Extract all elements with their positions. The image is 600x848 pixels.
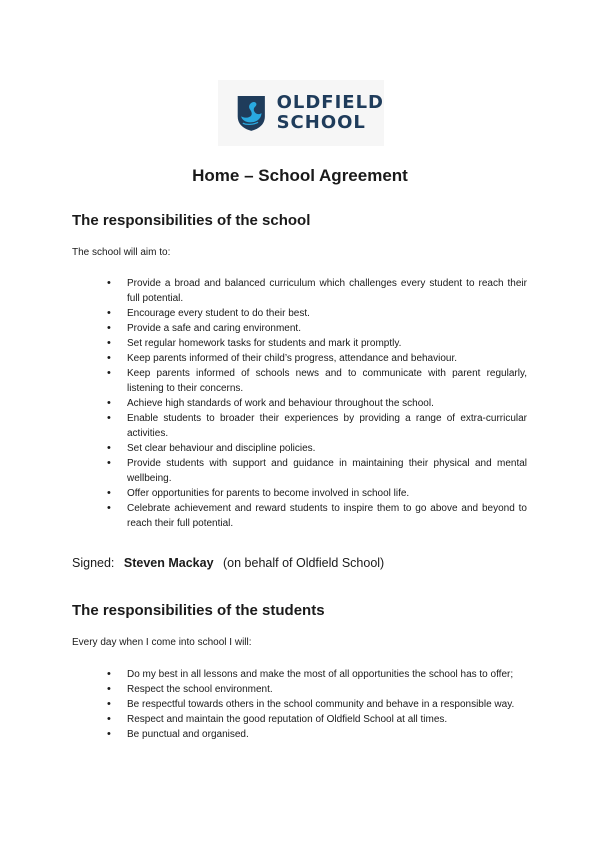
signature-line <box>72 556 384 570</box>
school-responsibilities-list <box>107 276 527 531</box>
logo-line-2: SCHOOL <box>276 112 366 133</box>
list-item: • Encourage every student to do their best. <box>107 306 527 321</box>
students-section-heading: The responsibilities of the students <box>72 602 325 619</box>
list-item: • Provide students with support and guidance in maintaining their physical and mental wellbeing. <box>107 456 527 486</box>
list-item: • Achieve high standards of work and behaviour throughout the school. <box>107 396 527 411</box>
list-item: • Be punctual and organised. <box>107 727 527 742</box>
signature-note: (on behalf of Oldfield School) <box>223 556 385 570</box>
list-item: • Enable students to broader their experiences by providing a range of extra-curricular activities. <box>107 411 527 441</box>
signature-label: Signed: <box>72 556 115 570</box>
list-item: • Keep parents informed of schools news and to communicate with parent regularly, listening to their concerns. <box>107 366 527 396</box>
list-item: • Provide a safe and caring environment. <box>107 321 527 336</box>
document-title: Home – School Agreement <box>192 166 408 185</box>
list-item: • Respect the school environment. <box>107 682 527 697</box>
list-item: • Do my best in all lessons and make the most of all opportunities the school has to offer; <box>107 667 527 682</box>
logo-line-1: OLDFIELD <box>276 92 384 113</box>
school-logo <box>218 80 384 146</box>
student-responsibilities-list <box>107 667 527 742</box>
list-item: • Provide a broad and balanced curriculum which challenges every student to reach their full potential. <box>107 276 527 306</box>
list-item: • Keep parents informed of their child’s progress, attendance and behaviour. <box>107 351 527 366</box>
logo-wordmark <box>277 93 384 133</box>
signature-name: Steven Mackay <box>123 556 214 570</box>
school-section-intro: The school will aim to: <box>72 247 171 258</box>
list-item: • Set clear behaviour and discipline policies. <box>107 441 527 456</box>
school-section-heading: The responsibilities of the school <box>72 212 311 229</box>
list-item: • Be respectful towards others in the school community and behave in a responsible way. <box>107 697 527 712</box>
list-item: • Respect and maintain the good reputation of Oldfield School at all times. <box>107 712 527 727</box>
list-item: • Set regular homework tasks for students and mark it promptly. <box>107 336 527 351</box>
list-item: • Offer opportunities for parents to become involved in school life. <box>107 486 527 501</box>
list-item: • Celebrate achievement and reward students to inspire them to go above and beyond to reach their full potential. <box>107 501 527 531</box>
students-section-intro: Every day when I come into school I will: <box>72 637 252 648</box>
swan-shield-icon <box>236 91 267 135</box>
